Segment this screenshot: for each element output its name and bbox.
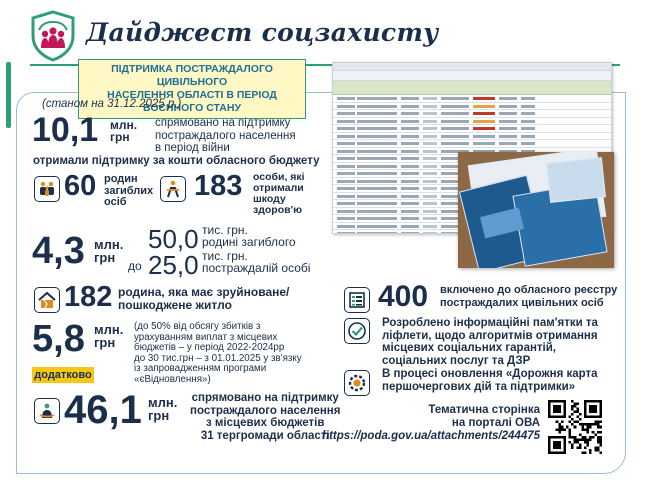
injured-label [253,172,305,216]
label-line: шкоду [253,193,286,205]
footer-label [350,404,540,429]
label-line: отримали [253,182,304,194]
payment-family-label [202,224,296,248]
spreadsheet-row [333,95,611,103]
total-description [155,117,296,155]
injured-count: 183 [194,170,243,202]
housing-count: 182 [64,281,113,313]
unit-line: млн. [94,237,124,252]
label-line: родині загиблого [202,235,296,249]
total-unit [110,119,137,143]
registry-icon [344,287,370,313]
section-banner [78,59,306,119]
payment-amount-family: 50,0 [148,224,199,254]
desc-line: постраждалого населення [190,404,341,417]
label-line: загиблих [104,184,154,197]
leaflets-photo [458,152,614,268]
info-materials-text [382,317,598,367]
info-line: лiфлети, щодо алгоритмів отримання [382,329,598,342]
label-line: здоров'ю [253,204,303,216]
payment-injured-label [202,250,310,274]
desc-line: в період війни [155,142,230,154]
footer-line: на порталі ОВА [451,416,540,429]
label-line: особи, які [253,171,305,183]
spreadsheet-row [333,133,611,141]
banner-line-2: НАСЕЛЕННЯ ОБЛАСТІ В ПЕРІОД ВОЄННОГО СТАНУ [107,89,277,114]
payment-amount-injured: 25,0 [148,250,199,280]
payments-unit [94,238,123,264]
note-line: до 30 тис.грн – з 01.01.2025 у зв'язку [134,352,302,364]
regional-budget-heading: отримали підтримку за кошти обласного бюджету [33,155,320,167]
desc-line: 31 тергромади області [200,429,330,442]
info-line: місцевих соціальних гарантій, [382,342,556,354]
organization-logo [30,10,76,62]
registry-description [440,284,617,309]
local-amount: 46,1 [64,388,142,432]
families-label [104,174,153,209]
desc-line: родина, яка має зруйноване/ [118,285,290,299]
spreadsheet-row [333,118,611,126]
unit-line: млн. [148,395,178,410]
unit-line: грн [110,130,130,144]
desc-line: з місцевих бюджетів [206,417,325,429]
payments-amount: 4,3 [32,230,85,272]
info-line: Розроблено інформаційні пам'ятки та [382,317,598,329]
note-line: урахуванням виплат з місцевих [134,331,278,343]
note-line: із запровадженням програми [134,363,267,374]
roadmap-line: першочергових дій та підтримки» [382,380,576,393]
family-icon [34,176,60,202]
note-line: (до 50% від обсягу збитків з [134,321,261,332]
roadmap-text [382,368,598,393]
desc-line: спрямовано на підтримку [155,117,291,129]
unit-line: млн. [94,322,124,337]
housing-note [134,322,302,385]
portal-link[interactable]: https://poda.gov.ua/attachments/244475 [322,430,540,442]
spreadsheet-row [333,125,611,133]
spreadsheet-row [333,140,611,148]
registry-count: 400 [378,280,429,313]
label-line: тис. грн. [202,223,248,237]
banner-line-1: ПІДТРИМКА ПОСТРАЖДАЛОГО ЦИВІЛЬНОГО [111,63,273,88]
info-line: соціальних послуг та ДЗР [382,354,531,367]
note-line: «єВідновлення») [134,373,211,385]
damaged-house-icon [34,287,60,313]
payments-prefix: до [128,259,142,273]
unit-line: млн. [110,118,138,132]
unit-line: грн [148,408,170,423]
total-amount: 10,1 [32,111,99,149]
digest-title: Дайджест соцзахисту [86,18,439,47]
note-line: бюджетів – у період 2022-2024рр [134,342,285,353]
spreadsheet-row [333,103,611,111]
housing-amount: 5,8 [32,318,85,360]
housing-description [118,286,289,312]
label-line: родин [104,173,138,185]
desc-line: постраждалого населення [155,129,296,142]
qr-code[interactable] [548,400,602,454]
community-icon [34,398,60,424]
roadmap-line: В процесі оновлення «Дорожня карта [382,368,598,380]
desc-line: пошкоджене житло [118,298,232,312]
injured-person-icon [160,176,186,202]
families-count: 60 [64,170,97,202]
label-line: осіб [104,196,127,208]
label-line: тис. грн. [202,249,248,263]
gear-icon [344,370,370,396]
desc-line: включено до обласного реєстру [440,284,618,296]
housing-amount-unit [94,323,123,349]
spreadsheet-row [333,110,611,118]
unit-line: грн [94,250,116,265]
accent-bar [6,62,11,128]
unit-line: грн [94,335,116,350]
label-line: постраждалій особі [202,261,311,275]
additional-badge: додатково [32,367,94,383]
desc-line: спрямовано на підтримку [191,392,339,404]
report-date: (станом на 31.12.2025 р.) [42,98,182,110]
footer-line: Тематична сторінка [428,404,540,416]
checkmark-icon [344,318,370,344]
local-unit [148,396,177,422]
desc-line: постраждалих цивільних осіб [440,296,604,309]
